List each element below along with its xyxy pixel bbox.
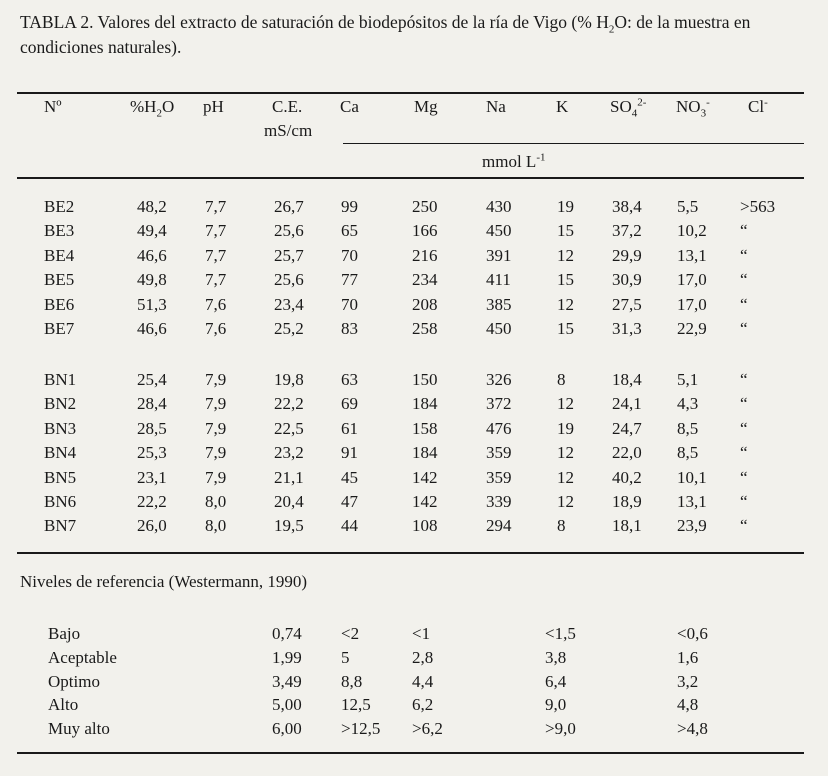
cell-rows_bn-mg: 184 [412, 443, 438, 463]
ref-cell-k: >9,0 [545, 719, 576, 739]
header-h2o: $\%H_2O$ [130, 97, 175, 120]
cell-rows_be-mg: 166 [412, 221, 438, 241]
cell-rows_bn-ph: 7,9 [205, 370, 227, 389]
cell-rows_be-ph: 7,7 [205, 270, 227, 290]
cell-rows_bn-h2o: 23,1 [137, 467, 167, 487]
cell-rows_bn-h2o: 28,5 [137, 418, 167, 438]
cell-rows_be-cl: “ [740, 294, 748, 314]
cell-rows_be-cl: “ [740, 319, 748, 338]
cell-rows_be-sample: BE6 [44, 294, 75, 314]
cell-rows_bn-cl: “ [740, 394, 748, 414]
cell-rows_be-ph: 7,7 [205, 197, 227, 216]
cell-rows_bn-so4: 18,4 [612, 370, 642, 389]
ref-cell-mg: 4,4 [412, 671, 434, 691]
cell-rows_bn-k: 8 [557, 370, 566, 389]
cell-rows_bn-ph: 8,0 [205, 516, 227, 536]
header-mg: Mg [414, 97, 438, 116]
cell-rows_bn-so4: 40,2 [612, 467, 642, 487]
cell-rows_be-ce: 25,2 [274, 319, 304, 338]
cell-rows_bn-mg: 142 [412, 492, 438, 511]
cell-rows_bn-na: 339 [486, 492, 512, 511]
cell-rows_be-ph: 7,6 [205, 319, 227, 338]
ref-cell-k: 6,4 [545, 671, 567, 691]
ref-cell-ce: 3,49 [272, 671, 302, 691]
data-bottom-rule [17, 552, 804, 554]
header-k: K [556, 97, 569, 116]
cell-rows_be-ce: 25,6 [274, 270, 304, 290]
header-na: Na [486, 97, 506, 116]
caption-text: TABLA 2. Valores del extracto de saturación de biodepósitos de la ría de Vigo (% H [20, 12, 609, 32]
cell-rows_bn-ce: 19,8 [274, 370, 304, 389]
ref-cell-mg: <1 [412, 624, 431, 643]
cell-rows_bn-h2o: 28,4 [137, 394, 167, 414]
cell-rows_be-cl: “ [740, 245, 748, 265]
ref-cell-ca: 8,8 [341, 671, 363, 691]
cell-rows_bn-no3: 13,1 [677, 492, 707, 511]
cell-rows_bn-cl: “ [740, 370, 748, 389]
cell-rows_bn-cl: “ [740, 418, 748, 438]
cell-rows_be-mg: 258 [412, 319, 438, 338]
cell-rows_bn-sample: BN6 [44, 492, 77, 511]
cell-rows_be-k: 15 [557, 221, 574, 241]
ref-cell-mg: 2,8 [412, 647, 434, 667]
cell-rows_bn-ca: 69 [341, 394, 358, 414]
cell-rows_be-ph: 7,7 [205, 221, 227, 241]
cell-rows_bn-ca: 44 [341, 516, 358, 536]
cell-rows_bn-na: 476 [486, 418, 512, 438]
cell-rows_be-so4: 30,9 [612, 270, 642, 290]
cell-rows_bn-ce: 22,5 [274, 418, 304, 438]
ref-cell-mg: 6,2 [412, 695, 434, 715]
ref-cell-no3: 3,2 [677, 671, 699, 691]
cell-rows_bn-cl: “ [740, 516, 748, 536]
cell-rows_bn-ca: 47 [341, 492, 358, 511]
cell-rows_be-ce: 26,7 [274, 197, 304, 216]
cell-rows_bn-ce: 20,4 [274, 492, 304, 511]
cell-rows_bn-ca: 63 [341, 370, 358, 389]
cell-rows_bn-so4: 24,1 [612, 394, 642, 414]
cell-rows_be-sample: BE3 [44, 221, 75, 241]
cell-rows_bn-no3: 10,1 [677, 467, 707, 487]
cell-rows_be-no3: 17,0 [677, 294, 707, 314]
cell-rows_be-no3: 5,5 [677, 197, 699, 216]
cell-rows_be-h2o: 49,4 [137, 221, 167, 241]
cell-rows_be-na: 391 [486, 245, 512, 265]
table-bottom-rule [17, 752, 804, 754]
cell-rows_be-na: 450 [486, 221, 512, 241]
ref-cell-ce: 0,74 [272, 624, 302, 643]
cell-rows_be-cl: >563 [740, 197, 776, 216]
cell-rows_be-sample: BE7 [44, 319, 75, 338]
cell-rows_bn-mg: 158 [412, 418, 438, 438]
cell-rows_be-no3: 10,2 [677, 221, 707, 241]
cell-rows_bn-ce: 19,5 [274, 516, 304, 536]
ref-cell-no3: 4,8 [677, 695, 699, 715]
cell-rows_be-no3: 22,9 [677, 319, 707, 338]
cell-rows_be-no3: 13,1 [677, 245, 707, 265]
header-ce: C.E. [272, 97, 303, 116]
ref-cell-k: <1,5 [545, 624, 576, 643]
cell-rows_bn-cl: “ [740, 443, 748, 463]
cell-rows_be-mg: 250 [412, 197, 438, 216]
cell-rows_bn-h2o: 25,4 [137, 370, 167, 389]
cell-rows_be-no3: 17,0 [677, 270, 707, 290]
top-rule [17, 92, 804, 94]
cell-rows_bn-ce: 21,1 [274, 467, 304, 487]
header-n: Nº [44, 97, 62, 116]
cell-rows_bn-so4: 18,1 [612, 516, 642, 536]
cell-rows_bn-no3: 4,3 [677, 394, 699, 414]
cell-rows_bn-sample: BN1 [44, 370, 77, 389]
header-unit: mmol $L^{-1}$ [482, 151, 546, 171]
cell-rows_bn-ce: 22,2 [274, 394, 304, 414]
ref-cell-no3: >4,8 [677, 719, 708, 739]
cell-rows_be-k: 19 [557, 197, 574, 216]
ref-cell-ce: 6,00 [272, 719, 302, 739]
cell-rows_be-na: 450 [486, 319, 512, 338]
ref-cell-level: Optimo [48, 671, 100, 691]
cell-rows_bn-k: 19 [557, 418, 574, 438]
cell-rows_bn-ph: 7,9 [205, 467, 227, 487]
cell-rows_bn-sample: BN7 [44, 516, 77, 536]
cell-rows_bn-cl: “ [740, 492, 748, 511]
cell-rows_be-so4: 37,2 [612, 221, 642, 241]
cell-rows_be-so4: 31,3 [612, 319, 642, 338]
cell-rows_be-ca: 99 [341, 197, 358, 216]
cell-rows_be-ph: 7,7 [205, 245, 227, 265]
cell-rows_be-cl: “ [740, 221, 748, 241]
table-caption [20, 10, 820, 60]
cell-rows_be-so4: 29,9 [612, 245, 642, 265]
cell-rows_be-h2o: 46,6 [137, 245, 167, 265]
cell-rows_be-sample: BE2 [44, 197, 75, 216]
cell-rows_be-k: 12 [557, 245, 574, 265]
header-ph: pH [203, 97, 224, 116]
caption-text-end: O: de la muestra en condiciones naturales). [20, 12, 751, 57]
ref-cell-level: Aceptable [48, 647, 117, 667]
cell-rows_be-ca: 77 [341, 270, 358, 290]
cell-rows_be-ca: 70 [341, 245, 358, 265]
cell-rows_be-h2o: 48,2 [137, 197, 167, 216]
cell-rows_be-ce: 25,6 [274, 221, 304, 241]
ref-cell-k: 9,0 [545, 695, 567, 715]
cell-rows_bn-mg: 184 [412, 394, 438, 414]
cell-rows_bn-h2o: 22,2 [137, 492, 167, 511]
cell-rows_be-h2o: 51,3 [137, 294, 167, 314]
ref-cell-ca: <2 [341, 624, 360, 643]
ref-cell-level: Alto [48, 695, 79, 715]
cell-rows_bn-na: 359 [486, 467, 512, 487]
header-ce-unit: mS/cm [264, 121, 313, 140]
cell-rows_bn-sample: BN5 [44, 467, 77, 487]
cell-rows_bn-no3: 23,9 [677, 516, 707, 536]
cell-rows_bn-no3: 5,1 [677, 370, 699, 389]
cell-rows_bn-ph: 7,9 [205, 418, 227, 438]
cell-rows_bn-ca: 45 [341, 467, 358, 487]
cell-rows_bn-ca: 61 [341, 418, 358, 438]
cell-rows_bn-mg: 142 [412, 467, 438, 487]
cell-rows_bn-k: 8 [557, 516, 566, 536]
cell-rows_be-ph: 7,6 [205, 294, 227, 314]
cell-rows_be-na: 411 [486, 270, 511, 290]
cell-rows_bn-ce: 23,2 [274, 443, 304, 463]
header-no3: $NO_3^-$ [676, 96, 710, 120]
cell-rows_be-so4: 38,4 [612, 197, 642, 216]
header-bottom-rule [17, 177, 804, 179]
ref-cell-level: Muy alto [48, 719, 110, 739]
cell-rows_be-cl: “ [740, 270, 748, 290]
unit-rule [343, 143, 804, 144]
cell-rows_bn-ph: 8,0 [205, 492, 227, 511]
cell-rows_bn-ca: 91 [341, 443, 358, 463]
cell-rows_be-h2o: 49,8 [137, 270, 167, 290]
cell-rows_be-ca: 65 [341, 221, 358, 241]
cell-rows_bn-h2o: 26,0 [137, 516, 167, 536]
header-so4: $SO_4^{2-}$ [610, 96, 647, 120]
cell-rows_bn-sample: BN3 [44, 418, 77, 438]
ref-cell-ca: >12,5 [341, 719, 381, 739]
ref-cell-ce: 1,99 [272, 647, 302, 667]
ref-cell-ca: 5 [341, 647, 350, 667]
cell-rows_be-ce: 25,7 [274, 245, 304, 265]
cell-rows_be-mg: 208 [412, 294, 438, 314]
cell-rows_be-ce: 23,4 [274, 294, 304, 314]
cell-rows_bn-k: 12 [557, 467, 574, 487]
cell-rows_bn-k: 12 [557, 443, 574, 463]
cell-rows_bn-ph: 7,9 [205, 394, 227, 414]
cell-rows_bn-na: 326 [486, 370, 512, 389]
cell-rows_be-sample: BE5 [44, 270, 75, 290]
ref-cell-mg: >6,2 [412, 719, 443, 739]
cell-rows_bn-k: 12 [557, 394, 574, 414]
cell-rows_bn-so4: 24,7 [612, 418, 642, 438]
cell-rows_bn-no3: 8,5 [677, 418, 699, 438]
cell-rows_bn-k: 12 [557, 492, 574, 511]
cell-rows_be-na: 430 [486, 197, 512, 216]
cell-rows_bn-so4: 22,0 [612, 443, 642, 463]
cell-rows_bn-no3: 8,5 [677, 443, 699, 463]
cell-rows_be-k: 15 [557, 319, 574, 338]
cell-rows_be-ca: 83 [341, 319, 358, 338]
ref-cell-k: 3,8 [545, 647, 567, 667]
cell-rows_be-na: 385 [486, 294, 512, 314]
cell-rows_bn-cl: “ [740, 467, 748, 487]
ref-cell-ce: 5,00 [272, 695, 302, 715]
cell-rows_be-k: 12 [557, 294, 574, 314]
caption-subscript: 2 [608, 23, 615, 36]
cell-rows_be-mg: 216 [412, 245, 438, 265]
header-ca: Ca [340, 97, 359, 116]
cell-rows_be-so4: 27,5 [612, 294, 642, 314]
cell-rows_be-k: 15 [557, 270, 574, 290]
cell-rows_bn-na: 359 [486, 443, 512, 463]
ref-cell-ca: 12,5 [341, 695, 371, 715]
cell-rows_be-ca: 70 [341, 294, 358, 314]
header-cl: Cl- [748, 96, 768, 116]
cell-rows_bn-h2o: 25,3 [137, 443, 167, 463]
cell-rows_bn-mg: 150 [412, 370, 438, 389]
cell-rows_be-h2o: 46,6 [137, 319, 167, 338]
cell-rows_bn-na: 372 [486, 394, 512, 414]
cell-rows_bn-ph: 7,9 [205, 443, 227, 463]
ref-cell-no3: 1,6 [677, 647, 699, 667]
cell-rows_be-sample: BE4 [44, 245, 75, 265]
cell-rows_be-mg: 234 [412, 270, 438, 290]
reference-title: Niveles de referencia (Westermann, 1990) [20, 572, 308, 591]
cell-rows_bn-sample: BN2 [44, 394, 77, 414]
ref-cell-level: Bajo [48, 624, 81, 643]
cell-rows_bn-sample: BN4 [44, 443, 77, 463]
cell-rows_bn-mg: 108 [412, 516, 438, 536]
ref-cell-no3: <0,6 [677, 624, 708, 643]
cell-rows_bn-so4: 18,9 [612, 492, 642, 511]
cell-rows_bn-na: 294 [486, 516, 512, 536]
